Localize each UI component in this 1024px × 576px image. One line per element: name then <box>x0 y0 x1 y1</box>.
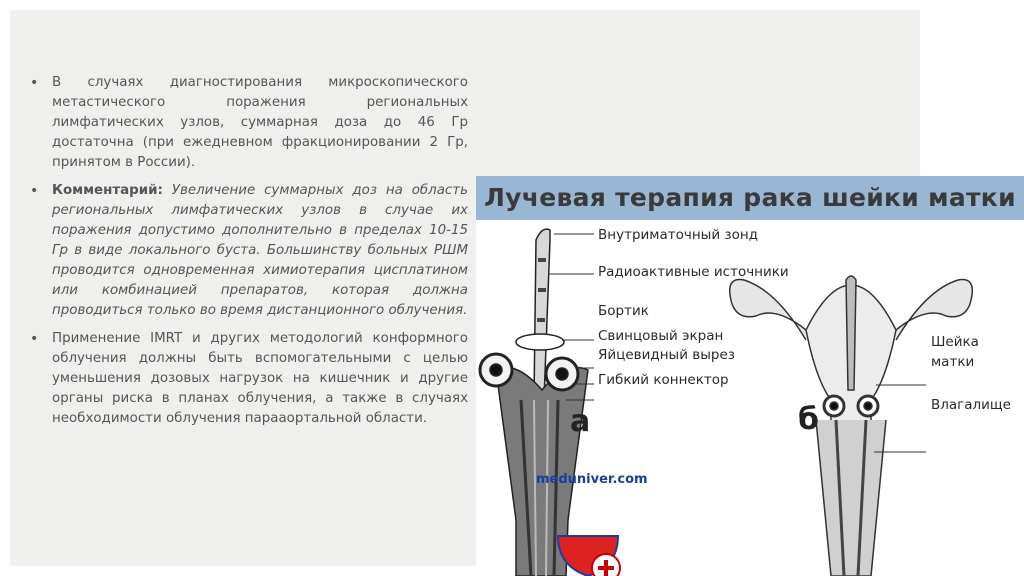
bullet-item <box>30 73 468 173</box>
panel-letter-a: а <box>570 404 591 439</box>
bullet-text: Применение IMRT и других методологий конформного облучения должны быть вспомогательными с целью уменьшения дозовых нагрузок на кишечник и другие органы риска в планах облучения, а также в случаях необходимости облучения парааортальной области. <box>52 331 468 426</box>
text-column <box>30 73 468 437</box>
panel-letter-b: б <box>798 402 819 437</box>
label-lead-shield: Свинцовый экран <box>598 328 724 344</box>
comment-label: Комментарий: <box>52 183 163 198</box>
label-ovoid-cutout: Яйцевидный вырез <box>598 347 735 363</box>
bullet-body <box>52 181 468 321</box>
label-flange: Бортик <box>598 303 649 319</box>
bullet-dot: • <box>30 183 39 199</box>
label-flexible-connector: Гибкий коннектор <box>598 372 729 388</box>
watermark-text: meduniver.com <box>536 472 648 487</box>
applicator-drawing <box>480 229 594 576</box>
bullet-text: В случаях диагностирования микроскопического метастического поражения региональных лимфатических узлов, суммарная доза до 46 Гр достаточна (при ежедневном фракционировании 2 Гр, принятом в России). <box>52 75 468 170</box>
brachytherapy-figure <box>476 176 1024 576</box>
label-intrauterine-probe: Внутриматочный зонд <box>598 227 758 243</box>
bullet-item <box>30 181 468 321</box>
uterus-drawing <box>730 276 973 576</box>
bullet-dot: • <box>30 331 39 347</box>
figure-title: Лучевая терапия рака шейки матки <box>484 183 1016 212</box>
label-vagina: Влагалище <box>931 397 1011 413</box>
label-cervix: Шейка матки <box>931 334 979 370</box>
label-radioactive-sources: Радиоактивные источники <box>598 264 789 280</box>
comment-text: Увеличение суммарных доз на область региональных лимфатических узлов в случае их поражения допустимо дополнительно в пределах 10-15 Гр в виде локального буста. Большинству больных РШМ проводится одновременная химиотерапия цисплатином или комбинацией препаратов, которая должна проводиться только во время дистанционного облучения. <box>52 183 468 318</box>
bullet-dot: • <box>30 75 39 91</box>
bullet-item <box>30 329 468 429</box>
watermark-logo <box>558 536 620 576</box>
